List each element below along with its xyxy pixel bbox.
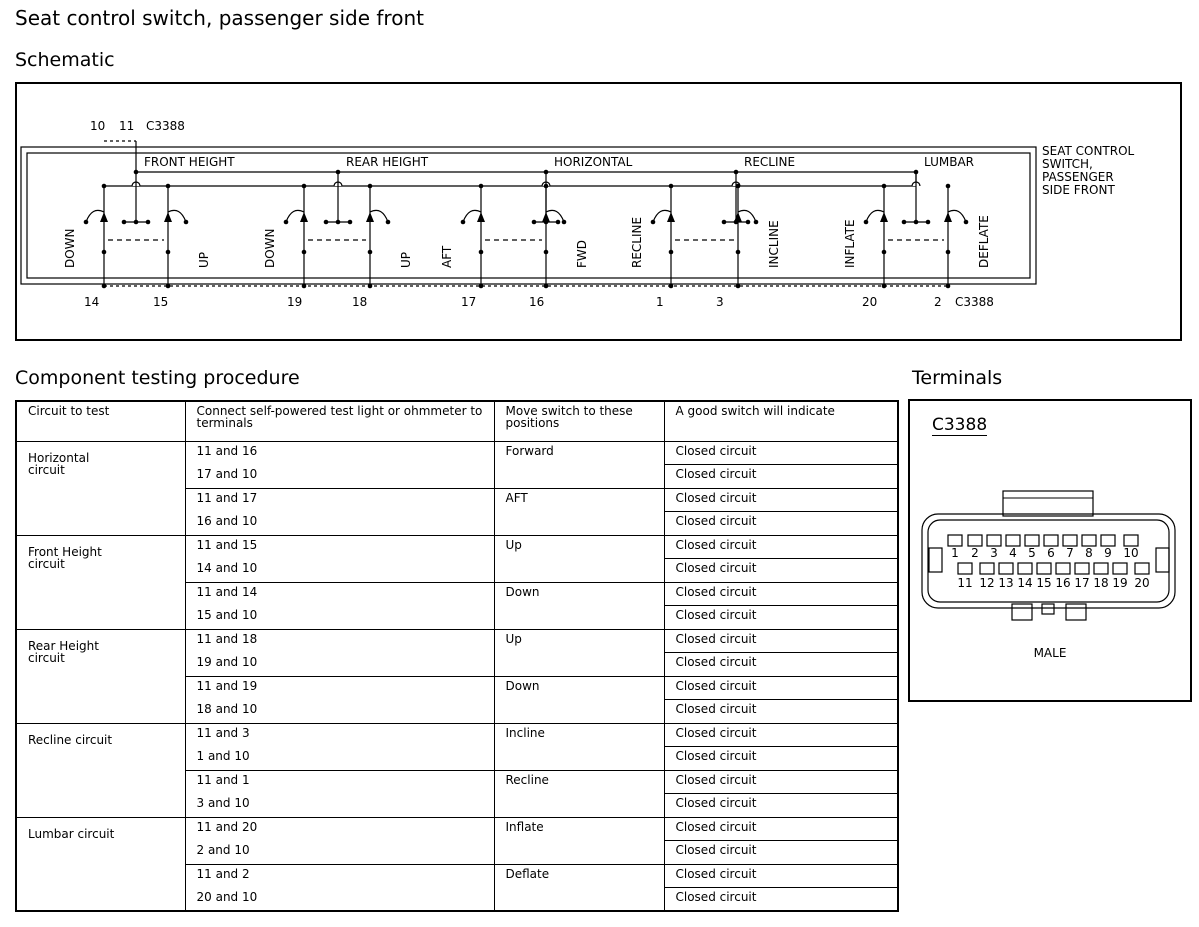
terminals-cell: 18 and 10 [185,700,494,724]
terminals-cell: 17 and 10 [185,465,494,489]
section-name-label: LUMBAR [924,155,975,169]
switch-contact [864,220,869,225]
position-cell: Down [494,676,664,723]
result-cell: Closed circuit [664,653,898,677]
terminals-cell: 11 and 18 [185,629,494,653]
terminal-cavity [1006,535,1020,546]
terminal-cavity [1113,563,1127,574]
result-cell: Closed circuit [664,441,898,465]
terminals-cell: 16 and 10 [185,512,494,536]
section-name-label: FRONT HEIGHT [144,155,235,169]
terminal-number: 17 [1074,576,1090,590]
terminal-number: 2 [971,546,979,560]
terminal-number: 11 [957,576,973,590]
terminal-cavity [968,535,982,546]
position-cell: Deflate [494,864,664,911]
result-cell: Closed circuit [664,747,898,771]
switch-pivot [166,250,171,255]
column-header: A good switch will indicate [664,401,898,441]
terminal-cavity [1082,535,1096,546]
switch-pivot [102,250,107,255]
terminals-cell: 11 and 19 [185,676,494,700]
connector-bottom-key [1012,604,1032,620]
schematic-diagram [15,82,1182,341]
terminals-cell: 11 and 14 [185,582,494,606]
circuit-cell: Horizontal circuit [16,441,185,535]
terminal-number: 19 [1112,576,1128,590]
left-direction-label: DOWN [263,228,277,268]
connector-gender: MALE [1033,646,1067,660]
connector-side-key [929,548,942,572]
terminals-cell: 11 and 20 [185,817,494,841]
junction-dot [914,170,919,175]
terminal-number: 1 [951,546,959,560]
connector-outer-shell [922,514,1175,608]
connector-name: C3388 [932,415,988,435]
junction-dot [336,170,341,175]
switch-arrow [164,212,172,222]
terminal-number: 3 [990,546,998,560]
column-header: Circuit to test [16,401,185,441]
bottom-pin-label: 15 [153,295,169,309]
junction-dot [102,184,107,189]
result-cell: Closed circuit [664,817,898,841]
table-row [16,723,898,747]
page-title: Seat control switch, passenger side front [15,6,424,30]
left-direction-label: AFT [440,245,454,268]
junction-dot [479,184,484,189]
connector-side-key [1156,548,1169,572]
pin-junction [882,284,887,289]
circuit-cell: Recline circuit [16,723,185,817]
terminal-cavity [1135,563,1149,574]
top-connector-label: C3388 [146,119,185,133]
bottom-pin-label: 14 [84,295,100,309]
terminals-cell: 11 and 3 [185,723,494,747]
pin-junction [102,284,107,289]
bottom-pin-label: 1 [656,295,664,309]
circuit-cell: Lumbar circuit [16,817,185,911]
terminals-cell: 19 and 10 [185,653,494,677]
pin-junction [302,284,307,289]
connector-latch [1003,491,1093,516]
switch-pivot [544,250,549,255]
table-header-row [16,401,898,441]
switch-arrow [477,212,485,222]
bottom-pin-label: 2 [934,295,942,309]
switch-arrow [300,212,308,222]
terminal-number: 4 [1009,546,1017,560]
table-row [16,817,898,841]
result-cell: Closed circuit [664,535,898,559]
pin-junction [544,284,549,289]
section-name-label: REAR HEIGHT [346,155,429,169]
junction-dot [544,170,549,175]
terminal-number: 18 [1093,576,1109,590]
junction-dot [734,170,739,175]
switch-contact [84,220,89,225]
terminal-number: 7 [1066,546,1074,560]
connector-bottom-key [1066,604,1086,620]
terminals-cell: 1 and 10 [185,747,494,771]
right-direction-label: UP [197,251,211,268]
bottom-pin-label: 19 [287,295,303,309]
terminal-number: 15 [1036,576,1052,590]
terminal-number: 20 [1134,576,1150,590]
top-pin-label: 11 [119,119,135,133]
position-cell: Inflate [494,817,664,864]
section-name-label: HORIZONTAL [554,155,633,169]
switch-pivot [302,250,307,255]
connector-bottom-key [1042,604,1054,614]
terminal-cavity [987,535,1001,546]
pin-junction [166,284,171,289]
bottom-pin-label: 3 [716,295,724,309]
side-label-line: PASSENGER [1042,170,1114,184]
terminal-cavity [1094,563,1108,574]
switch-pivot [946,250,951,255]
junction-dot [544,184,549,189]
bottom-pin-label: 17 [461,295,477,309]
table-row [16,535,898,559]
right-direction-label: INCLINE [767,220,781,268]
position-cell: Forward [494,441,664,488]
side-label-line: SWITCH, [1042,157,1093,171]
terminals-heading: Terminals [912,367,1003,389]
terminal-cavity [1044,535,1058,546]
junction-dot [134,170,139,175]
terminal-cavity [980,563,994,574]
switch-contact [651,220,656,225]
column-header: Move switch to these positions [494,401,664,441]
junction-dot [882,184,887,189]
result-cell: Closed circuit [664,582,898,606]
terminals-cell: 11 and 1 [185,770,494,794]
result-cell: Closed circuit [664,723,898,747]
result-cell: Closed circuit [664,488,898,512]
table-row [16,441,898,465]
terminal-number: 9 [1104,546,1112,560]
terminal-number: 12 [979,576,995,590]
table-row [16,629,898,653]
bottom-connector-label: C3388 [955,295,994,309]
result-cell: Closed circuit [664,888,898,912]
result-cell: Closed circuit [664,700,898,724]
terminal-number: 13 [998,576,1014,590]
result-cell: Closed circuit [664,606,898,630]
switch-arrow [542,212,550,222]
junction-dot [669,184,674,189]
switch-pivot [368,250,373,255]
right-direction-label: DEFLATE [977,215,991,268]
result-cell: Closed circuit [664,559,898,583]
terminals-cell: 15 and 10 [185,606,494,630]
position-cell: Down [494,582,664,629]
terminal-cavity [958,563,972,574]
result-cell: Closed circuit [664,794,898,818]
junction-dot [302,184,307,189]
side-label-line: SIDE FRONT [1042,183,1115,197]
schematic-heading: Schematic [15,49,115,71]
pin-junction [736,284,741,289]
bottom-pin-label: 16 [529,295,545,309]
junction-dot [368,184,373,189]
terminal-cavity [1063,535,1077,546]
side-label-line: SEAT CONTROL [1042,144,1135,158]
switch-pivot [479,250,484,255]
section-name-label: RECLINE [744,155,796,169]
right-direction-label: FWD [575,239,589,268]
terminals-cell: 11 and 16 [185,441,494,465]
junction-dot [736,184,741,189]
result-cell: Closed circuit [664,629,898,653]
position-cell: Up [494,629,664,676]
left-direction-label: RECLINE [630,216,644,268]
terminal-cavity [1101,535,1115,546]
switch-contact [964,220,969,225]
terminal-number: 5 [1028,546,1036,560]
circuit-cell: Front Height circuit [16,535,185,629]
switch-arrow [880,212,888,222]
pin-junction [669,284,674,289]
switch-contact [754,220,759,225]
position-cell: AFT [494,488,664,535]
switch-contact [461,220,466,225]
terminal-number: 14 [1017,576,1033,590]
pin-junction [479,284,484,289]
switch-contact [284,220,289,225]
result-cell: Closed circuit [664,465,898,489]
terminal-number: 16 [1055,576,1071,590]
left-direction-label: INFLATE [843,219,857,268]
switch-arrow [100,212,108,222]
switch-arrow [734,212,742,222]
switch-pivot [669,250,674,255]
terminal-cavity [999,563,1013,574]
switch-arrow [944,212,952,222]
terminals-cell: 14 and 10 [185,559,494,583]
top-pin-label: 10 [90,119,106,133]
junction-dot [946,184,951,189]
terminals-cell: 20 and 10 [185,888,494,912]
position-cell: Recline [494,770,664,817]
testing-heading: Component testing procedure [15,367,300,389]
terminal-cavity [948,535,962,546]
pin-junction [368,284,373,289]
terminals-cell: 11 and 2 [185,864,494,888]
position-cell: Incline [494,723,664,770]
pin-junction [946,284,951,289]
terminals-cell: 11 and 17 [185,488,494,512]
terminals-cell: 3 and 10 [185,794,494,818]
result-cell: Closed circuit [664,864,898,888]
terminals-cell: 11 and 15 [185,535,494,559]
terminals-panel [908,399,1192,702]
component-testing-table [15,400,899,912]
result-cell: Closed circuit [664,512,898,536]
terminal-number: 6 [1047,546,1055,560]
result-cell: Closed circuit [664,841,898,865]
schematic-panel [15,82,1182,341]
terminals-cell: 2 and 10 [185,841,494,865]
result-cell: Closed circuit [664,676,898,700]
terminal-cavity [1025,535,1039,546]
column-header: Connect self-powered test light or ohmmeter to terminals [185,401,494,441]
switch-contact [184,220,189,225]
switch-arrow [667,212,675,222]
result-cell: Closed circuit [664,770,898,794]
junction-dot [166,184,171,189]
switch-arrow [366,212,374,222]
terminal-cavity [1018,563,1032,574]
terminal-cavity [1124,535,1138,546]
switch-pivot [736,250,741,255]
left-direction-label: DOWN [63,228,77,268]
right-direction-label: UP [399,251,413,268]
circuit-cell: Rear Height circuit [16,629,185,723]
switch-contact [386,220,391,225]
switch-contact [562,220,567,225]
bottom-pin-label: 18 [352,295,368,309]
terminal-cavity [1056,563,1070,574]
position-cell: Up [494,535,664,582]
bottom-pin-label: 20 [862,295,878,309]
switch-pivot [882,250,887,255]
terminal-number: 8 [1085,546,1093,560]
terminal-cavity [1037,563,1051,574]
terminal-number: 10 [1123,546,1139,560]
terminal-cavity [1075,563,1089,574]
